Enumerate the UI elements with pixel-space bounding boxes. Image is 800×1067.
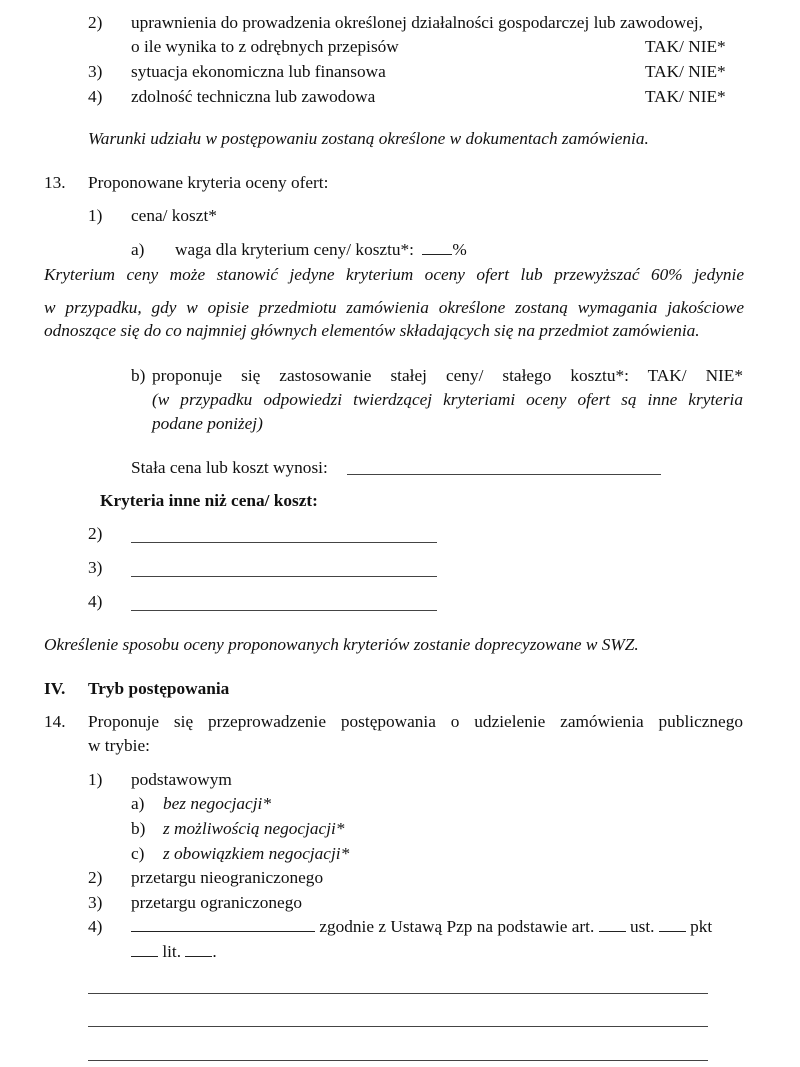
section-14-text-cont: w trybie:: [88, 736, 150, 755]
item-number: 2): [88, 868, 103, 887]
item-number: 2): [88, 13, 103, 32]
subitem-letter: b): [131, 366, 146, 385]
other-criterion-input[interactable]: [131, 542, 437, 543]
notes-line[interactable]: [88, 993, 708, 994]
end-period: .: [212, 942, 217, 961]
section-number: 14.: [44, 712, 66, 731]
price-note-line: odnoszące się do co najmniej głównych elementów składających się na przedmiot zamówienia.: [44, 321, 700, 340]
subitem-letter: a): [131, 240, 145, 259]
mode-limited-tender[interactable]: przetargu ograniczonego: [131, 893, 302, 912]
price-weight-row: [175, 241, 467, 258]
section-heading-number: IV.: [44, 679, 66, 698]
ust-label: ust.: [629, 917, 655, 936]
section-14-text: Proponuje się przeprowadzenie postępowania o udzielenie zamówienia publicznego: [88, 712, 743, 731]
fixed-price-label: Stała cena lub koszt wynosi:: [131, 458, 328, 477]
lit-label: lit.: [162, 942, 182, 961]
mode-unlimited-tender[interactable]: przetargu nieograniczonego: [131, 868, 324, 887]
item-number: 4): [88, 87, 103, 106]
paragraph-input[interactable]: [659, 930, 686, 932]
item-number: 2): [88, 524, 103, 543]
mode-other-row: [131, 918, 712, 935]
mode-basic[interactable]: podstawowym: [131, 770, 232, 789]
condition-text-cont: o ile wynika to z odrębnych przepisów: [131, 37, 399, 56]
mode-other-input[interactable]: [131, 930, 315, 932]
section-heading-title: Tryb postępowania: [88, 679, 230, 698]
price-weight-input[interactable]: [422, 253, 452, 255]
subitem-letter: c): [131, 844, 145, 863]
item-number: 1): [88, 770, 103, 789]
other-criterion-input[interactable]: [131, 610, 437, 611]
condition-text: zdolność techniczna lub zawodowa: [131, 87, 376, 106]
item-number: 1): [88, 206, 103, 225]
price-note-line: Kryterium ceny może stanowić jedyne kryterium oceny ofert lub przewyższać 60% jedynie: [44, 265, 744, 284]
subitem-letter: a): [131, 794, 145, 813]
mode-option-mandatory-negotiation[interactable]: z obowiązkiem negocjacji*: [163, 844, 350, 863]
notes-line[interactable]: [88, 1060, 708, 1061]
article-input[interactable]: [599, 930, 626, 932]
section-title: Proponowane kryteria oceny ofert:: [88, 173, 329, 192]
item-number: 4): [88, 592, 103, 611]
conditions-note: Warunki udziału w postępowaniu zostaną określone w dokumentach zamówienia.: [88, 129, 649, 148]
notes-line[interactable]: [88, 1026, 708, 1027]
mode-option-no-negotiation[interactable]: bez negocjacji*: [163, 794, 271, 813]
section-number: 13.: [44, 173, 66, 192]
yes-no-option[interactable]: TAK/ NIE*: [645, 62, 726, 81]
other-criteria-title: Kryteria inne niż cena/ koszt:: [100, 491, 318, 510]
item-number: 3): [88, 893, 103, 912]
percent-sign: %: [452, 240, 467, 259]
item-number: 3): [88, 558, 103, 577]
fixed-price-note: (w przypadku odpowiedzi twierdzącej kryteriami oceny ofert są inne kryteria: [152, 390, 743, 409]
price-note-line: w przypadku, gdy w opisie przedmiotu zamówienia określone zostaną wymagania jakościowe: [44, 298, 744, 317]
mode-other-row-cont: [131, 943, 217, 960]
point-input[interactable]: [131, 955, 158, 957]
letter-input[interactable]: [185, 955, 212, 957]
yes-no-option[interactable]: TAK/ NIE*: [645, 37, 726, 56]
mode-option-optional-negotiation[interactable]: z możliwością negocjacji*: [163, 819, 345, 838]
criteria-closing-note: Określenie sposobu oceny proponowanych kryteriów zostanie doprecyzowane w SWZ.: [44, 635, 639, 654]
condition-text: sytuacja ekonomiczna lub finansowa: [131, 62, 386, 81]
criterion-price-label: cena/ koszt*: [131, 206, 217, 225]
fixed-price-note-cont: podane poniżej): [152, 414, 263, 433]
subitem-letter: b): [131, 819, 146, 838]
fixed-price-input[interactable]: [347, 474, 661, 475]
item-number: 4): [88, 917, 103, 936]
yes-no-option[interactable]: TAK/ NIE*: [645, 87, 726, 106]
mode-other-text: zgodnie z Ustawą Pzp na podstawie art.: [319, 917, 595, 936]
pkt-label: pkt: [690, 917, 713, 936]
fixed-price-option[interactable]: proponuje się zastosowanie stałej ceny/ stałego kosztu*: TAK/ NIE*: [152, 366, 743, 385]
condition-text: uprawnienia do prowadzenia określonej działalności gospodarczej lub zawodowej,: [131, 13, 703, 32]
other-criterion-input[interactable]: [131, 576, 437, 577]
item-number: 3): [88, 62, 103, 81]
price-weight-label: waga dla kryterium ceny/ kosztu*:: [175, 240, 414, 259]
